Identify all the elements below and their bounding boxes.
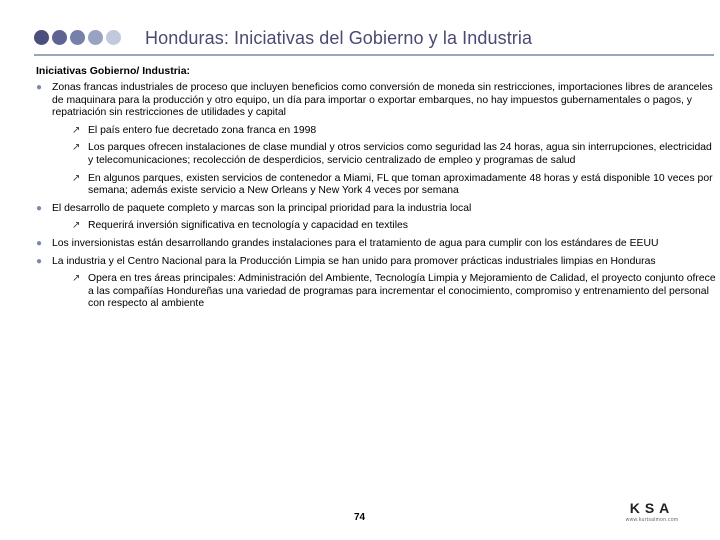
title-dot <box>52 30 67 45</box>
title-divider <box>34 54 714 56</box>
bullet-item <box>36 203 716 216</box>
circle-bullet-icon: ● <box>36 202 43 214</box>
bullet-list <box>36 82 716 316</box>
title-dot <box>106 30 121 45</box>
circle-bullet-icon: ● <box>36 255 43 267</box>
title-dot <box>88 30 103 45</box>
sub-bullet-item <box>36 220 716 233</box>
arrow-bullet-icon: ↗ <box>72 124 81 136</box>
arrow-bullet-icon: ↗ <box>72 220 81 232</box>
title-dot <box>34 30 49 45</box>
sub-bullet-text: En algunos parques, existen servicios de contenedor a Miami, FL que toman aproximadamente 48 horas y está disponible 10 veces por semana; además existe servicio a New Orleans y New York 4 veces por semana <box>88 172 713 197</box>
sub-bullet-item <box>36 142 716 167</box>
title-dot <box>70 30 85 45</box>
sub-bullet-item <box>36 173 716 198</box>
sub-bullet-text: Opera en tres áreas principales: Administración del Ambiente, Tecnología Limpia y Mejoramiento de Calidad, el proyecto conjunto ofrece a las compañías Hondureñas una variedad de programas para incrementar el conocimiento, compromiso y entrenamiento del personal con respecto al ambiente <box>88 273 716 310</box>
bullet-item <box>36 82 716 120</box>
sub-bullet-text: Requerirá inversión significativa en tecnología y capacidad en textiles <box>88 220 408 232</box>
sub-bullet-text: Los parques ofrecen instalaciones de clase mundial y otros servicios como seguridad las 24 horas, agua sin interrupciones, electricidad y telecomunicaciones; recolección de desperdicios, servicio centralizado de empleo y programas de salud <box>88 142 712 166</box>
page-title: Honduras: Iniciativas del Gobierno y la Industria <box>145 28 533 48</box>
arrow-bullet-icon: ↗ <box>72 142 81 154</box>
title-dots <box>34 30 121 45</box>
bullet-text: Los inversionistas están desarrollando grandes instalaciones para el tratamiento de agua para cumplir con los estándares de EEUU <box>52 237 659 249</box>
section-heading: Iniciativas Gobierno/ Industria: <box>36 65 191 77</box>
page-number: 74 <box>354 512 366 523</box>
bullet-text: La industria y el Centro Nacional para la Producción Limpia se han unido para promover prácticas industriales limpias en Honduras <box>52 255 656 267</box>
bullet-text: El desarrollo de paquete completo y marcas son la principal prioridad para la industria local <box>52 202 472 214</box>
arrow-bullet-icon: ↗ <box>72 273 81 285</box>
logo-text: KSA <box>629 500 675 516</box>
bullet-item <box>36 256 716 269</box>
bullet-text: Zonas francas industriales de proceso que incluyen beneficios como conversión de moneda sin restricciones, importaciones libres de aranceles de maquinara para la producción y otro equipo, un día para importar o exportar embarques, no hay impuestos gubernamentales o pagos, y repatriación sin restricciones de utilidades y capital <box>52 82 713 119</box>
logo-subtext: www.kurtsalmon.com <box>625 517 679 523</box>
circle-bullet-icon: ● <box>36 237 43 249</box>
company-logo <box>620 500 684 523</box>
sub-bullet-item <box>36 273 716 311</box>
circle-bullet-icon: ● <box>36 82 43 93</box>
sub-bullet-text: El país entero fue decretado zona franca en 1998 <box>88 124 317 136</box>
sub-bullet-item <box>36 125 716 138</box>
arrow-bullet-icon: ↗ <box>72 172 81 184</box>
bullet-item <box>36 238 716 251</box>
